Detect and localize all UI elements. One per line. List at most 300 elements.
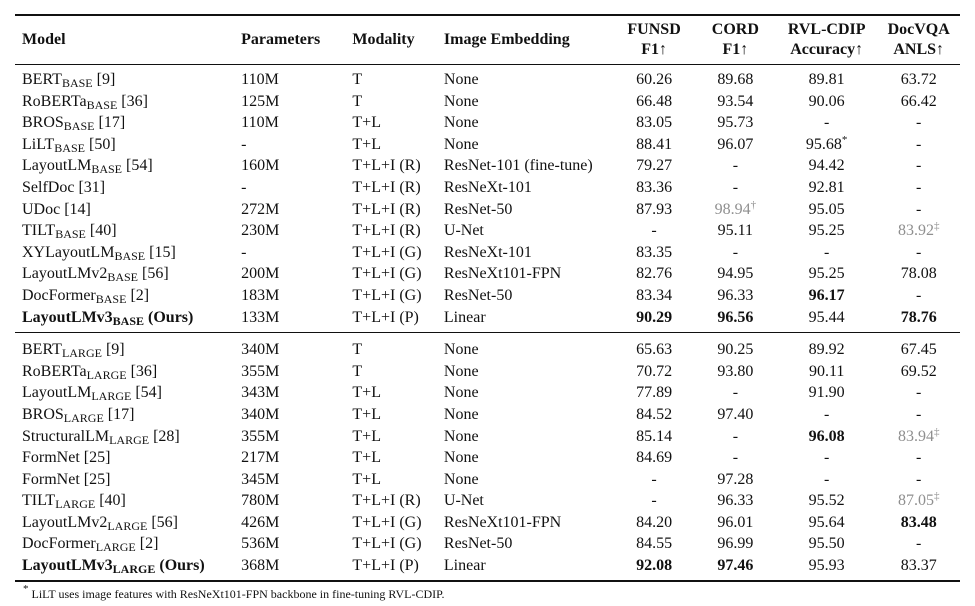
rvl-value: 89.92: [808, 341, 845, 359]
rvl-value: 90.11: [808, 362, 845, 380]
model-size: BASE: [91, 162, 123, 177]
funsd-cell: [613, 242, 694, 264]
model-size: BASE: [95, 291, 127, 306]
cord-cell: [695, 404, 776, 426]
cord-value: 97.46: [717, 557, 754, 575]
embedding-cell: ResNeXt101-FPN: [443, 265, 562, 283]
docvqa-value: -: [916, 470, 922, 488]
table-row: [15, 112, 960, 134]
model-size: LARGE: [61, 346, 102, 361]
model-ref: [17]: [103, 405, 135, 423]
funsd-cell: [613, 220, 694, 242]
rvl-value: 92.81: [808, 178, 845, 196]
funsd-value: 84.20: [636, 513, 673, 531]
cord-cell: [695, 512, 776, 534]
rvl-cell: [776, 361, 877, 383]
docvqa-cell: [877, 333, 960, 361]
parameters-cell: 536M: [241, 535, 280, 553]
header-cord-metric: F1↑: [722, 41, 749, 58]
parameters-cell: 355M: [241, 362, 280, 380]
model-name: LiLT: [22, 135, 55, 153]
rvl-value: 95.68: [805, 135, 842, 153]
rvl-cell: [776, 533, 877, 555]
rvl-cell: [776, 404, 877, 426]
model-cell: [15, 220, 241, 242]
model-ref: [54]: [131, 384, 162, 402]
rvl-cell: [776, 512, 877, 534]
modality-cell: T+L: [352, 114, 381, 132]
modality-cell: T+L+I (G): [352, 513, 422, 531]
header-row: [15, 15, 960, 65]
modality-cell: T: [352, 362, 363, 380]
embedding-cell: None: [443, 92, 479, 110]
model-name: FormNet: [22, 449, 80, 467]
cord-cell: [695, 285, 776, 307]
model-ref: [50]: [84, 135, 116, 153]
parameters-cell: 368M: [241, 557, 280, 575]
funsd-cell: [613, 361, 694, 383]
cord-cell: [695, 533, 776, 555]
model-ref: [54]: [122, 157, 153, 175]
funsd-cell: [613, 199, 694, 221]
docvqa-value: -: [916, 243, 922, 261]
model-cell: [15, 404, 241, 426]
parameters-cell: 780M: [241, 492, 280, 510]
docvqa-cell: [877, 490, 960, 512]
funsd-cell: [613, 447, 694, 469]
embedding-cell: None: [443, 470, 479, 488]
funsd-cell: [613, 155, 694, 177]
model-ref: [36]: [117, 92, 148, 110]
model-cell: [15, 285, 241, 307]
funsd-value: 87.93: [636, 200, 673, 218]
cord-value: 89.68: [717, 71, 754, 88]
table-header: [15, 15, 960, 65]
model-ref: [31]: [74, 178, 106, 196]
model-name: BROS: [22, 114, 64, 132]
rvl-cell: [776, 333, 877, 361]
model-ref: (Ours): [144, 308, 194, 326]
model-ref: [25]: [79, 470, 111, 488]
model-size: LARGE: [63, 410, 104, 425]
funsd-value: 84.55: [636, 535, 673, 553]
embedding-cell: None: [443, 71, 479, 88]
model-cell: [15, 112, 241, 134]
docvqa-mark: ‡: [933, 490, 940, 503]
rvl-cell: [776, 285, 877, 307]
docvqa-cell: [877, 285, 960, 307]
cord-cell: [695, 199, 776, 221]
modality-cell: T+L+I (G): [352, 286, 422, 304]
table-row: [15, 469, 960, 491]
cord-cell: [695, 155, 776, 177]
funsd-value: -: [651, 222, 657, 240]
header-docvqa: [877, 15, 960, 65]
cord-cell: [695, 490, 776, 512]
model-size: LARGE: [86, 367, 127, 382]
funsd-cell: [613, 533, 694, 555]
model-cell: [15, 307, 241, 333]
rvl-cell: [776, 555, 877, 581]
model-cell: [15, 155, 241, 177]
model-cell: [15, 382, 241, 404]
docvqa-value: -: [916, 286, 922, 304]
parameters-cell: 272M: [241, 200, 280, 218]
funsd-value: 83.34: [636, 286, 673, 304]
footnote: [23, 583, 445, 602]
funsd-value: 79.27: [636, 157, 673, 175]
model-cell: [15, 199, 241, 221]
docvqa-cell: [877, 155, 960, 177]
funsd-value: -: [651, 492, 657, 510]
modality-cell: T+L+I (G): [352, 265, 422, 283]
table-row: [15, 65, 960, 91]
docvqa-value: -: [916, 449, 922, 467]
model-ref: [9]: [101, 341, 125, 359]
header-parameters: Parameters: [241, 31, 321, 48]
table-row: [15, 263, 960, 285]
cord-value: 95.11: [717, 222, 754, 240]
docvqa-cell: [877, 512, 960, 534]
embedding-cell: ResNeXt101-FPN: [443, 513, 562, 531]
model-name: TILT: [22, 222, 56, 240]
model-cell: [15, 91, 241, 113]
docvqa-cell: [877, 382, 960, 404]
modality-cell: T+L: [352, 449, 381, 467]
embedding-cell: ResNet-50: [443, 286, 513, 304]
modality-cell: T+L+I (G): [352, 243, 422, 261]
rvl-value: 95.05: [808, 200, 845, 218]
rvl-value: 95.44: [808, 308, 845, 326]
modality-cell: T: [352, 341, 363, 359]
model-size: LARGE: [112, 562, 156, 577]
docvqa-cell: [877, 469, 960, 491]
docvqa-value: -: [916, 157, 922, 175]
cord-cell: [695, 555, 776, 581]
docvqa-value: 66.42: [900, 92, 937, 110]
rvl-value: 89.81: [808, 71, 845, 88]
cord-value: 93.80: [717, 362, 754, 380]
rvl-cell: [776, 155, 877, 177]
table-row: [15, 382, 960, 404]
cord-mark: †: [750, 198, 757, 211]
header-rvl-title: RVL-CDIP: [787, 21, 866, 38]
cord-cell: [695, 447, 776, 469]
cord-cell: [695, 220, 776, 242]
model-size: BASE: [54, 140, 85, 155]
model-ref: [9]: [92, 71, 116, 88]
base-models-group: [15, 65, 960, 333]
modality-cell: T+L+I (R): [352, 222, 421, 240]
header-cord: [695, 15, 776, 65]
model-ref: [40]: [95, 492, 126, 510]
docvqa-value: -: [916, 178, 922, 196]
header-funsd-title: FUNSD: [627, 21, 681, 38]
docvqa-cell: [877, 220, 960, 242]
parameters-cell: 340M: [241, 405, 280, 423]
header-rvl-cdip: [776, 15, 877, 65]
cord-value: 96.56: [717, 308, 754, 326]
footnote-mark: *: [23, 583, 29, 595]
table-row: [15, 177, 960, 199]
embedding-cell: ResNet-101 (fine-tune): [443, 157, 593, 175]
cord-value: 96.01: [717, 513, 754, 531]
parameters-cell: 345M: [241, 470, 280, 488]
parameters-cell: 355M: [241, 427, 280, 445]
funsd-cell: [613, 112, 694, 134]
funsd-cell: [613, 469, 694, 491]
header-docvqa-metric: ANLS↑: [893, 41, 945, 58]
cord-cell: [695, 307, 776, 333]
funsd-cell: [613, 333, 694, 361]
funsd-cell: [613, 65, 694, 91]
funsd-value: 92.08: [636, 557, 673, 575]
table-row: [15, 242, 960, 264]
model-name: DocFormer: [22, 286, 96, 304]
docvqa-cell: [877, 91, 960, 113]
header-funsd: [613, 15, 694, 65]
model-ref: [17]: [94, 114, 126, 132]
docvqa-value: 83.92: [897, 222, 934, 240]
model-cell: [15, 333, 241, 361]
rvl-cell: [776, 447, 877, 469]
table-row: [15, 307, 960, 333]
model-name: BERT: [22, 71, 62, 88]
model-cell: [15, 555, 241, 581]
rvl-value: 96.17: [808, 286, 845, 304]
model-cell: [15, 263, 241, 285]
rvl-value: -: [824, 114, 830, 132]
model-cell: [15, 512, 241, 534]
model-ref: [25]: [79, 449, 111, 467]
table-row: [15, 361, 960, 383]
docvqa-value: 83.94: [897, 427, 934, 445]
model-size: LARGE: [95, 540, 136, 555]
cord-cell: [695, 382, 776, 404]
rvl-cell: [776, 490, 877, 512]
funsd-cell: [613, 555, 694, 581]
model-name: LayoutLMv2: [22, 513, 108, 531]
funsd-cell: [613, 307, 694, 333]
cord-value: 95.73: [717, 114, 754, 132]
funsd-cell: [613, 285, 694, 307]
cord-cell: [695, 263, 776, 285]
modality-cell: T+L+I (R): [352, 492, 421, 510]
model-name: UDoc: [22, 200, 61, 218]
funsd-value: 83.35: [636, 243, 673, 261]
funsd-cell: [613, 177, 694, 199]
docvqa-cell: [877, 307, 960, 333]
rvl-cell: [776, 382, 877, 404]
model-size: LARGE: [55, 497, 96, 512]
funsd-value: 83.05: [636, 114, 673, 132]
docvqa-cell: [877, 447, 960, 469]
embedding-cell: None: [443, 427, 479, 445]
model-ref: [40]: [85, 222, 117, 240]
model-ref: [28]: [149, 427, 180, 445]
model-name: DocFormer: [22, 535, 96, 553]
funsd-cell: [613, 134, 694, 156]
embedding-cell: ResNet-50: [443, 200, 513, 218]
embedding-cell: ResNeXt-101: [443, 178, 532, 196]
rvl-value: -: [824, 449, 830, 467]
docvqa-value: -: [916, 535, 922, 553]
docvqa-mark: ‡: [933, 425, 940, 438]
modality-cell: T+L: [352, 470, 381, 488]
embedding-cell: None: [443, 362, 479, 380]
funsd-value: 82.76: [636, 265, 673, 283]
rvl-cell: [776, 220, 877, 242]
docvqa-cell: [877, 555, 960, 581]
embedding-cell: None: [443, 341, 479, 359]
parameters-cell: 110M: [241, 71, 279, 88]
model-size: BASE: [61, 76, 93, 90]
table-row: [15, 199, 960, 221]
docvqa-value: 69.52: [900, 362, 937, 380]
model-size: BASE: [114, 248, 146, 263]
funsd-value: 85.14: [636, 427, 673, 445]
model-size: BASE: [55, 227, 86, 242]
funsd-value: 60.26: [636, 71, 673, 88]
model-cell: [15, 447, 241, 469]
model-name: SelfDoc: [22, 178, 75, 196]
model-name: FormNet: [22, 470, 80, 488]
model-ref: [2]: [126, 286, 150, 304]
table-row: [15, 220, 960, 242]
model-name: BROS: [22, 405, 64, 423]
cord-value: 97.28: [717, 470, 754, 488]
embedding-cell: None: [443, 135, 479, 153]
table-row: [15, 447, 960, 469]
model-cell: [15, 361, 241, 383]
rvl-value: 95.25: [808, 222, 845, 240]
rvl-value: -: [824, 405, 830, 423]
cord-value: -: [732, 427, 739, 445]
model-cell: [15, 490, 241, 512]
model-size: BASE: [86, 97, 118, 112]
model-size: BASE: [112, 313, 145, 328]
table-row: [15, 490, 960, 512]
funsd-value: 88.41: [636, 135, 673, 153]
header-model: Model: [22, 31, 66, 48]
embedding-cell: ResNeXt-101: [443, 243, 532, 261]
docvqa-value: 78.76: [900, 308, 937, 326]
footnote-text: LiLT uses image features with ResNeXt101-FPN backbone in fine-tuning RVL-CDIP.: [28, 587, 445, 601]
modality-cell: T+L: [352, 405, 381, 423]
embedding-cell: None: [443, 405, 479, 423]
results-table: [15, 14, 960, 582]
header-docvqa-title: DocVQA: [887, 21, 950, 38]
embedding-cell: None: [443, 114, 479, 132]
model-size: LARGE: [91, 389, 132, 404]
funsd-value: 84.52: [636, 405, 673, 423]
parameters-cell: 340M: [241, 341, 280, 359]
funsd-cell: [613, 512, 694, 534]
rvl-value: 95.93: [808, 557, 845, 575]
table-row: [15, 512, 960, 534]
funsd-cell: [613, 382, 694, 404]
docvqa-value: -: [916, 405, 922, 423]
cord-value: 93.54: [717, 92, 754, 110]
cord-value: 96.99: [717, 535, 754, 553]
parameters-cell: 343M: [241, 384, 280, 402]
table-row: [15, 533, 960, 555]
model-size: BASE: [107, 270, 139, 285]
table-row: [15, 555, 960, 581]
docvqa-cell: [877, 533, 960, 555]
model-name: TILT: [22, 492, 56, 510]
docvqa-cell: [877, 426, 960, 448]
rvl-value: 96.08: [808, 427, 845, 445]
table-row: [15, 134, 960, 156]
docvqa-value: 83.37: [900, 557, 937, 575]
embedding-cell: U-Net: [443, 222, 484, 240]
docvqa-cell: [877, 361, 960, 383]
modality-cell: T+L+I (R): [352, 178, 421, 196]
docvqa-value: 83.48: [900, 513, 937, 531]
cord-cell: [695, 91, 776, 113]
model-ref: [14]: [60, 200, 91, 218]
modality-cell: T+L+I (P): [352, 557, 419, 575]
docvqa-value: -: [916, 135, 922, 153]
embedding-cell: ResNet-50: [443, 535, 513, 553]
model-cell: [15, 65, 241, 91]
large-models-group: [15, 333, 960, 581]
rvl-value: 95.50: [808, 535, 845, 553]
model-name: XYLayoutLM: [22, 243, 115, 261]
cord-value: -: [732, 178, 739, 196]
parameters-cell: 200M: [241, 265, 280, 283]
embedding-cell: None: [443, 384, 479, 402]
rvl-value: 95.64: [808, 513, 845, 531]
docvqa-cell: [877, 112, 960, 134]
parameters-cell: -: [241, 243, 247, 261]
table-row: [15, 333, 960, 361]
cord-cell: [695, 242, 776, 264]
modality-cell: T+L: [352, 427, 381, 445]
model-size: LARGE: [107, 518, 148, 533]
table-row: [15, 426, 960, 448]
parameters-cell: 133M: [241, 308, 280, 326]
funsd-value: 70.72: [636, 362, 673, 380]
rvl-cell: [776, 307, 877, 333]
rvl-value: -: [824, 243, 830, 261]
rvl-value: 94.42: [808, 157, 845, 175]
rvl-cell: [776, 134, 877, 156]
funsd-value: 65.63: [636, 341, 673, 359]
funsd-cell: [613, 263, 694, 285]
rvl-cell: [776, 263, 877, 285]
header-rvl-metric: Accuracy↑: [790, 41, 864, 58]
modality-cell: T+L: [352, 135, 381, 153]
rvl-cell: [776, 242, 877, 264]
funsd-value: 83.36: [636, 178, 673, 196]
rvl-cell: [776, 469, 877, 491]
docvqa-cell: [877, 177, 960, 199]
embedding-cell: None: [443, 449, 479, 467]
cord-cell: [695, 134, 776, 156]
rvl-cell: [776, 65, 877, 91]
docvqa-value: -: [916, 384, 922, 402]
cord-value: -: [732, 384, 739, 402]
model-name: BERT: [22, 341, 62, 359]
model-name: StructuralLM: [22, 427, 110, 445]
modality-cell: T+L+I (P): [352, 308, 419, 326]
cord-cell: [695, 177, 776, 199]
docvqa-cell: [877, 199, 960, 221]
cord-value: -: [732, 449, 739, 467]
model-size: BASE: [63, 119, 95, 134]
